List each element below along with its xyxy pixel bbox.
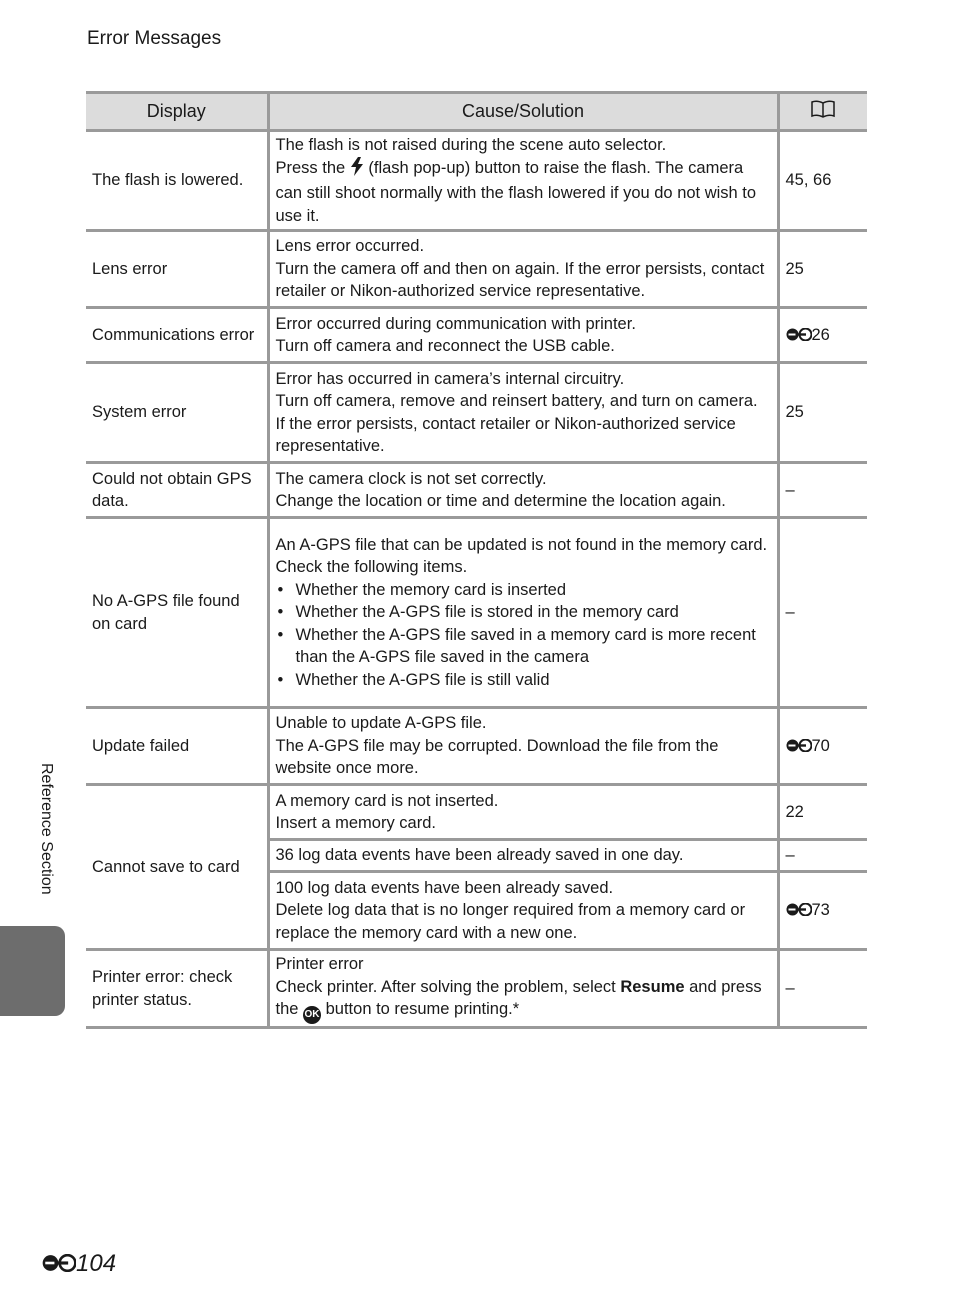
cause-cell [268, 363, 778, 463]
error-messages-table [86, 91, 867, 1029]
cause-line: The camera clock is not set correctly. [275, 469, 547, 488]
ok-button-icon: OK [303, 1006, 321, 1024]
display-cell: System error [86, 363, 268, 463]
display-cell: Cannot save to card [86, 785, 268, 950]
cause-line: 36 log data events have been already saved in one day. [275, 846, 684, 865]
cause-cell [268, 308, 778, 363]
column-header-cause: Cause/Solution [268, 93, 778, 131]
list-item: • Whether the A-GPS file is stored in the memory card [296, 601, 771, 624]
display-cell: The flash is lowered. [86, 131, 268, 231]
table-row [86, 950, 867, 1028]
cause-line: Error has occurred in camera’s internal circuitry. [275, 369, 625, 388]
cause-line: Delete log data that is no longer required from a memory card or replace the memory card with a new one. [275, 901, 746, 942]
section-title: Error Messages [87, 28, 222, 49]
flash-icon [350, 157, 364, 183]
display-cell: Could not obtain GPS data. [86, 463, 268, 518]
cause-cell [268, 872, 778, 950]
display-cell: Lens error [86, 231, 268, 308]
reference-section-icon [786, 903, 812, 916]
column-header-display: Display [86, 93, 268, 131]
reference-cell: 25 [778, 231, 867, 308]
table-row [86, 131, 867, 231]
reference-cell: – [778, 840, 867, 872]
list-item: • Whether the A-GPS file saved in a memory card is more recent than the A-GPS file saved in the camera [296, 624, 771, 669]
reference-cell: 45, 66 [778, 131, 867, 231]
display-cell: Communications error [86, 308, 268, 363]
reference-section-icon [42, 1254, 76, 1272]
cause-cell [268, 708, 778, 785]
cause-line: A memory card is not inserted. [275, 791, 499, 810]
cause-line: 100 log data events have been already saved. [275, 878, 614, 897]
cause-line: Turn the camera off and then on again. If the error persists, contact retailer or Nikon-authorized service representative. [275, 259, 765, 301]
sidebar-tab [0, 926, 65, 1016]
page-number: 104 [42, 1250, 116, 1278]
cause-cell [268, 463, 778, 518]
cause-cell [268, 131, 778, 231]
cause-line: An A-GPS file that can be updated is not found in the memory card. [275, 535, 768, 554]
list-item: • Whether the memory card is inserted [296, 579, 771, 602]
check-list [276, 579, 771, 692]
column-header-reference [778, 93, 867, 131]
list-item: • Whether the A-GPS file is still valid [296, 669, 771, 692]
cause-line: Check the following items. [275, 558, 468, 577]
cause-line: Lens error occurred. [275, 237, 425, 256]
table-row [86, 708, 867, 785]
cause-line: Turn off camera, remove and reinsert battery, and turn on camera. If the error persists, contact retailer or Nikon-authorized service representative. [275, 392, 758, 455]
table-row [86, 363, 867, 463]
display-cell: Printer error: check printer status. [86, 950, 268, 1028]
reference-cell: – [778, 518, 867, 708]
table-row [86, 518, 867, 708]
cause-cell [268, 840, 778, 872]
cause-line: Error occurred during communication with printer. [275, 314, 636, 333]
cause-line: The A-GPS file may be corrupted. Download the file from the website once more. [275, 736, 719, 778]
cause-line: Insert a memory card. [275, 814, 436, 832]
cause-line: Change the location or time and determine the location again. [275, 492, 726, 510]
table-row [86, 231, 867, 308]
reference-cell: 25 [778, 363, 867, 463]
reference-cell: – [778, 463, 867, 518]
reference-cell: 73 [778, 872, 867, 950]
cause-cell [268, 231, 778, 308]
display-cell: No A-GPS file found on card [86, 518, 268, 708]
cause-line: Press the (flash pop-up) button to raise the flash. The camera can still shoot normally with the flash lowered if you do not wish to use it. [275, 158, 757, 225]
cause-line: Printer error [275, 955, 364, 973]
display-cell: Update failed [86, 708, 268, 785]
cause-cell [268, 785, 778, 840]
cause-line: The flash is not raised during the scene auto selector. [275, 136, 667, 154]
reference-cell: 26 [778, 308, 867, 363]
reference-cell: 22 [778, 785, 867, 840]
reference-cell: 70 [778, 708, 867, 785]
table-row [86, 785, 867, 840]
cause-cell [268, 518, 778, 708]
table-row [86, 463, 867, 518]
book-icon [810, 99, 836, 125]
table-header-row [86, 93, 867, 131]
reference-section-icon [786, 739, 812, 752]
cause-line: Unable to update A-GPS file. [275, 714, 487, 733]
table-row [86, 308, 867, 363]
reference-section-icon [786, 328, 812, 341]
resume-label: Resume [620, 977, 685, 996]
cause-cell [268, 950, 778, 1028]
reference-cell: – [778, 950, 867, 1028]
cause-line: Check printer. After solving the problem, select Resume and press the OK button to resume printing.* [276, 976, 771, 1025]
sidebar-section-label: Reference Section [38, 763, 55, 895]
cause-line: Turn off camera and reconnect the USB cable. [275, 337, 615, 355]
